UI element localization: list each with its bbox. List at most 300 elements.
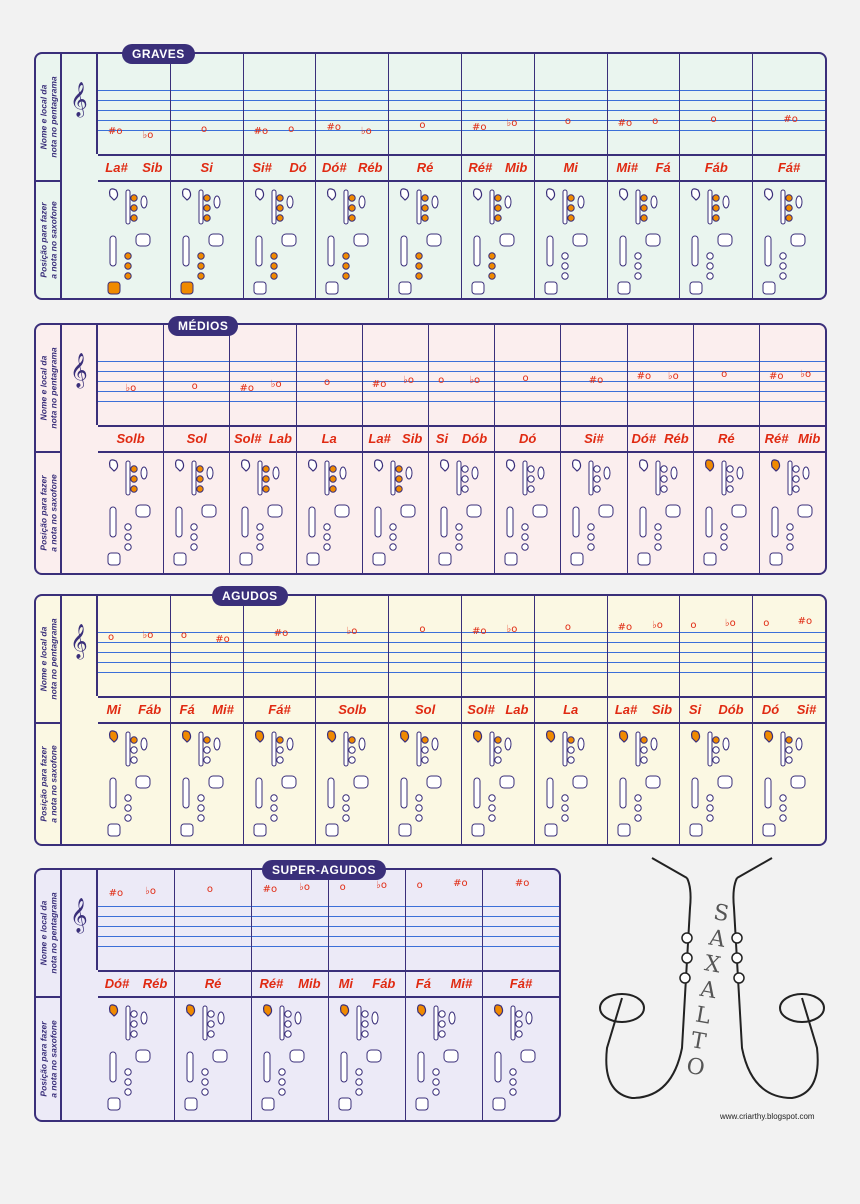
finger-key (439, 1021, 445, 1027)
fingering-chart (491, 1002, 547, 1114)
finger-key (349, 737, 355, 743)
note-name: Fá# (777, 159, 801, 175)
palm-key (340, 467, 346, 479)
note-name: Dó (519, 430, 537, 446)
finger-key (198, 815, 204, 821)
low-key (174, 553, 186, 565)
finger-key (786, 215, 792, 221)
palm-key (578, 196, 584, 208)
note-names (175, 970, 251, 996)
palm-key (432, 196, 438, 208)
left-side-key (765, 778, 771, 808)
left-side-key (256, 236, 262, 266)
fingering-chart (503, 457, 559, 569)
table-key (646, 776, 660, 788)
octave-key (255, 189, 263, 200)
finger-key (356, 1089, 362, 1095)
fingering-chart (636, 457, 692, 569)
finger-key (707, 805, 713, 811)
note-name: Ré# (468, 159, 493, 175)
finger-key (362, 1021, 368, 1027)
clef-column (62, 596, 98, 696)
note-names (608, 154, 680, 180)
table-key (136, 505, 150, 517)
staff-note: o (200, 124, 208, 135)
finger-key (422, 757, 428, 763)
note-names (462, 154, 534, 180)
finger-key (489, 263, 495, 269)
low-key (704, 553, 716, 565)
finger-key (276, 205, 282, 211)
note-names (429, 425, 494, 451)
staff-note: ♭o (469, 375, 481, 386)
note-cell (244, 596, 317, 844)
left-side-key (620, 778, 626, 808)
note-cell (316, 596, 389, 844)
side-key (457, 461, 461, 495)
note-names (230, 425, 295, 451)
finger-key (780, 263, 786, 269)
staff-note: #o (783, 114, 798, 125)
palm-key (141, 196, 147, 208)
finger-key (422, 205, 428, 211)
finger-key (279, 1069, 285, 1075)
left-side-key (328, 236, 334, 266)
side-key (199, 732, 203, 766)
note-name: Ré# (764, 430, 789, 446)
note-name: Sol# (234, 430, 262, 446)
note-name: Dó# (322, 159, 347, 175)
side-key (126, 190, 130, 224)
finger-key (422, 747, 428, 753)
low-key (240, 553, 252, 565)
finger-key (787, 524, 793, 530)
note-cell (753, 596, 825, 844)
finger-key (489, 253, 495, 259)
palm-key (359, 738, 365, 750)
staff-note: o (323, 377, 331, 388)
note-name: Si# (584, 430, 604, 446)
note-name: Mi (338, 975, 354, 991)
staff-note: o (419, 624, 426, 635)
finger-key (588, 544, 594, 550)
finger-key (125, 805, 131, 811)
staff-note: o (438, 375, 445, 386)
finger-key (263, 476, 269, 482)
finger-key (713, 737, 719, 743)
left-side-key (692, 236, 698, 266)
staff-note: #o (617, 118, 633, 129)
octave-key (765, 189, 773, 200)
note-names (164, 425, 229, 451)
finger-key (660, 476, 666, 482)
staff-note: ♭o (667, 371, 679, 382)
finger-key (204, 205, 210, 211)
finger-key (270, 815, 276, 821)
note-cell (462, 54, 535, 298)
note-cell (98, 54, 171, 298)
finger-key (323, 534, 329, 540)
finger-key (640, 215, 646, 221)
finger-key (202, 1069, 208, 1075)
finger-key (208, 1031, 214, 1037)
table-key (573, 776, 587, 788)
octave-key (495, 1005, 503, 1016)
finger-key (780, 253, 786, 259)
staff-note: o (690, 620, 697, 631)
staff-note: #o (215, 634, 230, 645)
finger-key (528, 476, 534, 482)
finger-key (125, 1069, 131, 1075)
finger-key (713, 215, 719, 221)
note-cell (171, 596, 244, 844)
finger-key (276, 757, 282, 763)
octave-key (255, 731, 263, 742)
staff-note: #o (797, 616, 813, 627)
low-key (493, 1098, 505, 1110)
palm-key (604, 467, 610, 479)
staff-note: ♭o (724, 618, 736, 629)
note-names (98, 970, 174, 996)
low-key (763, 824, 775, 836)
note-name: Mib (797, 430, 821, 446)
note-name: Mi# (450, 975, 473, 991)
left-side-key (692, 778, 698, 808)
note-name: La (563, 701, 579, 717)
side-labels (36, 325, 62, 573)
finger-key (270, 795, 276, 801)
finger-key (131, 1011, 137, 1017)
note-names (495, 425, 560, 451)
note-name: Réb (664, 430, 689, 446)
note-cell (608, 596, 681, 844)
finger-key (416, 253, 422, 259)
finger-key (191, 544, 197, 550)
finger-key (396, 466, 402, 472)
treble-clef-icon: 𝄞 (70, 624, 88, 659)
left-side-key (418, 1052, 424, 1082)
table-key (136, 776, 150, 788)
staff-note: #o (326, 122, 341, 133)
octave-key (110, 1005, 118, 1016)
low-key (339, 1098, 351, 1110)
octave-key (182, 731, 190, 742)
finger-key (197, 466, 203, 472)
finger-key (495, 737, 501, 743)
note-name: Si (688, 701, 702, 717)
side-labels (36, 54, 62, 298)
note-names (535, 696, 607, 722)
palm-key (372, 1012, 378, 1024)
low-key (108, 1098, 120, 1110)
palm-key (295, 1012, 301, 1024)
note-cell (98, 325, 164, 573)
finger-key (276, 215, 282, 221)
note-cell (628, 325, 694, 573)
clef-column (62, 325, 98, 425)
side-key (708, 190, 712, 224)
low-key (262, 1098, 274, 1110)
finger-key (654, 544, 660, 550)
side-key (656, 461, 660, 495)
palm-key (472, 467, 478, 479)
note-names (753, 696, 825, 722)
note-cell (252, 870, 329, 1120)
note-cell (329, 870, 406, 1120)
octave-key (692, 731, 700, 742)
side-key (636, 190, 640, 224)
finger-key (640, 737, 646, 743)
octave-key (546, 731, 554, 742)
finger-key (510, 1079, 516, 1085)
table-key (533, 505, 547, 517)
octave-key (187, 1005, 195, 1016)
finger-key (707, 273, 713, 279)
fingering-chart (616, 186, 672, 298)
note-name: Sib (402, 430, 423, 446)
staff-note: o (419, 120, 426, 131)
note-cell (316, 54, 389, 298)
note-name: Mib (504, 159, 528, 175)
table-key (467, 505, 481, 517)
staff-note: #o (262, 884, 278, 895)
fingering-chart (183, 1002, 239, 1114)
finger-key (349, 215, 355, 221)
finger-key (707, 815, 713, 821)
note-names (98, 154, 170, 180)
finger-key (396, 476, 402, 482)
finger-key (263, 466, 269, 472)
octave-key (374, 460, 382, 471)
note-names (628, 425, 693, 451)
finger-key (343, 815, 349, 821)
low-key (254, 282, 266, 294)
finger-key (640, 205, 646, 211)
note-cell (608, 54, 681, 298)
finger-key (462, 486, 468, 492)
staff-note: #o (769, 371, 784, 382)
finger-key (204, 737, 210, 743)
staff-note: #o (253, 126, 269, 137)
palm-key (796, 196, 802, 208)
finger-key (349, 195, 355, 201)
staff-note: ♭o (506, 624, 518, 635)
finger-key (125, 1089, 131, 1095)
table-key (401, 505, 415, 517)
finger-key (433, 1079, 439, 1085)
note-cell (694, 325, 760, 573)
finger-key (125, 273, 131, 279)
octave-key (401, 189, 409, 200)
finger-key (204, 757, 210, 763)
note-name: Solb (338, 701, 367, 717)
finger-key (510, 1089, 516, 1095)
side-label-staff: Nome e local da nota no pentagrama (39, 76, 60, 158)
finger-key (279, 1079, 285, 1085)
low-key (307, 553, 319, 565)
staff-note: #o (453, 878, 468, 889)
finger-key (285, 1021, 291, 1027)
fingering-chart (470, 186, 526, 298)
octave-key (110, 460, 118, 471)
finger-key (416, 805, 422, 811)
finger-key (528, 466, 534, 472)
finger-key (516, 1031, 522, 1037)
finger-key (713, 757, 719, 763)
finger-key (489, 815, 495, 821)
credit-text: www.criarthy.blogspot.com (720, 1112, 815, 1121)
fingering-chart (437, 457, 493, 569)
fingering-chart (106, 457, 162, 569)
note-columns (98, 596, 825, 844)
octave-key (308, 460, 316, 471)
section-title-agudos: AGUDOS (212, 586, 288, 606)
fingering-chart (543, 186, 599, 298)
finger-key (634, 263, 640, 269)
finger-key (125, 263, 131, 269)
note-names (760, 425, 825, 451)
note-name: Ré# (259, 975, 284, 991)
finger-key (780, 795, 786, 801)
finger-key (594, 466, 600, 472)
staff-note: o (710, 114, 717, 125)
left-side-key (110, 778, 116, 808)
note-name: Réb (357, 159, 383, 175)
table-key (798, 505, 812, 517)
side-key (417, 190, 421, 224)
finger-key (125, 815, 131, 821)
finger-key (562, 815, 568, 821)
staff-note: #o (514, 878, 530, 889)
fingering-chart (179, 186, 235, 298)
section-title-medios: MÉDIOS (168, 316, 238, 336)
left-side-key (495, 1052, 501, 1082)
octave-key (692, 189, 700, 200)
note-names (329, 970, 405, 996)
note-cell (429, 325, 495, 573)
palm-key (505, 196, 511, 208)
finger-key (323, 544, 329, 550)
side-key (391, 461, 395, 495)
octave-key (110, 731, 118, 742)
side-key (589, 461, 593, 495)
finger-key (495, 747, 501, 753)
low-key (505, 553, 517, 565)
note-cell (230, 325, 296, 573)
palm-key (273, 467, 279, 479)
side-key (563, 190, 567, 224)
side-key (563, 732, 567, 766)
finger-key (780, 273, 786, 279)
finger-key (131, 215, 137, 221)
note-names (389, 696, 461, 722)
finger-key (198, 263, 204, 269)
finger-key (276, 747, 282, 753)
note-names (244, 696, 316, 722)
left-side-key (573, 507, 579, 537)
fingering-chart (616, 728, 672, 840)
note-cell (535, 596, 608, 844)
side-key (511, 1006, 515, 1040)
octave-key (176, 460, 184, 471)
staff-note: #o (472, 122, 487, 133)
finger-key (125, 1079, 131, 1085)
low-key (472, 282, 484, 294)
note-columns (98, 325, 825, 573)
low-key (185, 1098, 197, 1110)
finger-key (640, 195, 646, 201)
finger-key (660, 466, 666, 472)
finger-key (416, 263, 422, 269)
side-key (126, 732, 130, 766)
palm-key (526, 1012, 532, 1024)
left-side-key (547, 778, 553, 808)
finger-key (197, 486, 203, 492)
finger-key (390, 524, 396, 530)
octave-key (507, 460, 515, 471)
note-name: Dó# (631, 430, 657, 446)
finger-key (257, 544, 263, 550)
side-key (280, 1006, 284, 1040)
finger-key (640, 757, 646, 763)
finger-key (198, 805, 204, 811)
staff-note: ♭o (142, 130, 154, 141)
low-key (181, 282, 193, 294)
note-name: Mi (563, 159, 578, 175)
finger-key (285, 1031, 291, 1037)
finger-key (204, 215, 210, 221)
table-key (282, 234, 296, 246)
staff-note: o (721, 369, 728, 380)
staff-note: #o (472, 626, 487, 637)
staff-note: #o (108, 888, 124, 899)
low-key (545, 282, 557, 294)
palm-key (723, 738, 729, 750)
staff-note: ♭o (125, 383, 137, 394)
fingering-chart (172, 457, 228, 569)
fingering-chart (371, 457, 427, 569)
finger-key (707, 253, 713, 259)
staff-note: o (763, 618, 770, 629)
finger-key (720, 524, 726, 530)
note-name: Fáb (372, 975, 396, 991)
palm-key (651, 738, 657, 750)
table-key (791, 234, 805, 246)
fingering-chart (252, 728, 308, 840)
side-key (490, 190, 494, 224)
table-key (791, 776, 805, 788)
finger-key (780, 805, 786, 811)
left-side-key (401, 778, 407, 808)
clef-column (62, 870, 98, 970)
finger-key (257, 524, 263, 530)
finger-key (356, 1069, 362, 1075)
finger-key (198, 273, 204, 279)
note-names (535, 154, 607, 180)
finger-key (720, 534, 726, 540)
note-name: Sol# (467, 701, 495, 717)
fingering-chart (414, 1002, 470, 1114)
staff-note: #o (371, 379, 387, 390)
octave-key (242, 460, 250, 471)
fingering-chart (761, 186, 817, 298)
finger-key (568, 205, 574, 211)
finger-key (568, 757, 574, 763)
finger-key (528, 486, 534, 492)
left-side-key (264, 1052, 270, 1082)
finger-key (787, 544, 793, 550)
finger-key (786, 757, 792, 763)
